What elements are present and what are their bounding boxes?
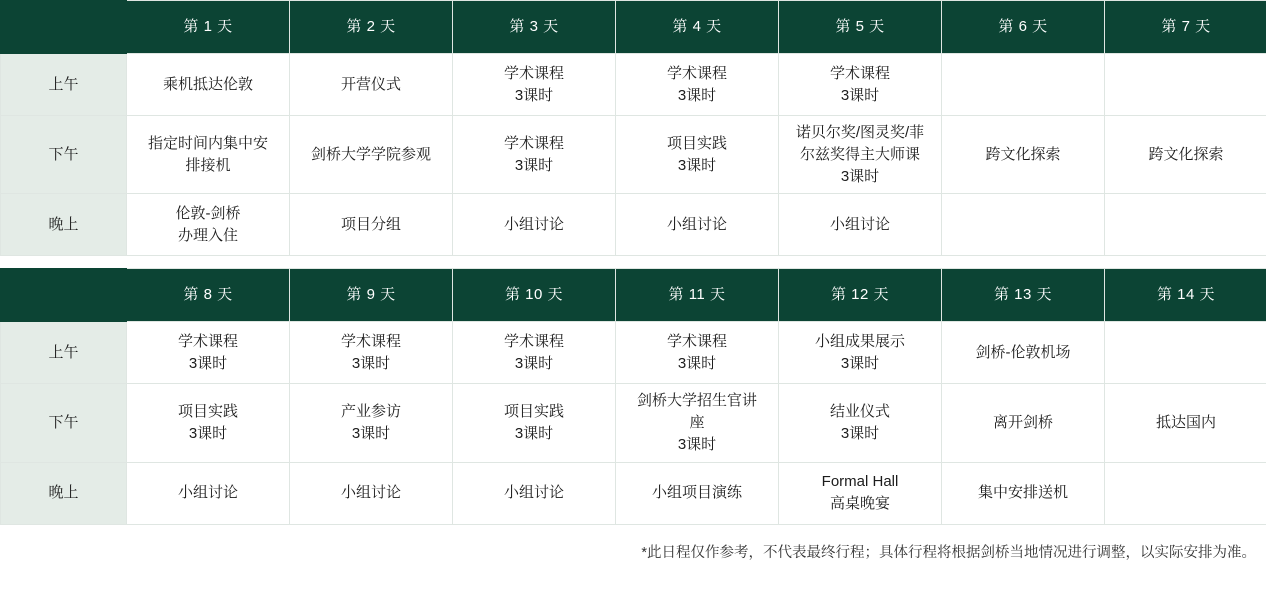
cell-d2-afternoon: 剑桥大学学院参观 [290,116,453,194]
cell-d12-evening: Formal Hall 高桌晚宴 [779,462,942,524]
table-row [1,194,1266,256]
schedule-table-week-1 [0,0,1266,256]
cell-d11-morning: 学术课程 3课时 [616,322,779,384]
cell-d4-afternoon: 项目实践 3课时 [616,116,779,194]
cell-d4-evening: 小组讨论 [616,194,779,256]
cell-d9-morning: 学术课程 3课时 [290,322,453,384]
cell-d14-afternoon: 抵达国内 [1105,384,1266,462]
cell-d8-evening: 小组讨论 [127,462,290,524]
cell-d1-evening: 伦敦-剑桥 办理入住 [127,194,290,256]
cell-d2-evening: 项目分组 [290,194,453,256]
cell-d6-morning [942,54,1105,116]
cell-d13-evening: 集中安排送机 [942,462,1105,524]
header-day-10: 第 10 天 [453,269,616,322]
cell-d9-evening: 小组讨论 [290,462,453,524]
cell-d13-morning: 剑桥-伦敦机场 [942,322,1105,384]
cell-d10-morning: 学术课程 3课时 [453,322,616,384]
header-day-7: 第 7 天 [1105,1,1266,54]
cell-d11-afternoon: 剑桥大学招生官讲 座 3课时 [616,384,779,462]
header-day-6: 第 6 天 [942,1,1105,54]
cell-d10-afternoon: 项目实践 3课时 [453,384,616,462]
row-label-afternoon: 下午 [1,384,127,462]
cell-d5-afternoon: 诺贝尔奖/图灵奖/菲 尔兹奖得主大师课 3课时 [779,116,942,194]
cell-d3-morning: 学术课程 3课时 [453,54,616,116]
cell-d12-afternoon: 结业仪式 3课时 [779,384,942,462]
cell-d6-evening [942,194,1105,256]
table-header-row [1,269,1266,322]
header-day-3: 第 3 天 [453,1,616,54]
table-row [1,462,1266,524]
table-row [1,54,1266,116]
schedule-table-week-2 [0,268,1266,524]
cell-d8-morning: 学术课程 3课时 [127,322,290,384]
row-label-evening: 晚上 [1,462,127,524]
header-corner [1,1,127,54]
header-day-14: 第 14 天 [1105,269,1266,322]
cell-d11-evening: 小组项目演练 [616,462,779,524]
cell-d2-morning: 开营仪式 [290,54,453,116]
cell-d14-evening [1105,462,1266,524]
table-row [1,384,1266,462]
header-day-12: 第 12 天 [779,269,942,322]
cell-d4-morning: 学术课程 3课时 [616,54,779,116]
header-day-13: 第 13 天 [942,269,1105,322]
table-header-row [1,1,1266,54]
cell-d10-evening: 小组讨论 [453,462,616,524]
cell-d6-afternoon: 跨文化探索 [942,116,1105,194]
row-label-evening: 晚上 [1,194,127,256]
cell-d3-evening: 小组讨论 [453,194,616,256]
header-day-8: 第 8 天 [127,269,290,322]
header-day-2: 第 2 天 [290,1,453,54]
table-row [1,116,1266,194]
cell-d1-morning: 乘机抵达伦敦 [127,54,290,116]
cell-d12-morning: 小组成果展示 3课时 [779,322,942,384]
row-label-morning: 上午 [1,322,127,384]
header-day-4: 第 4 天 [616,1,779,54]
cell-d1-afternoon: 指定时间内集中安 排接机 [127,116,290,194]
cell-d7-evening [1105,194,1266,256]
header-day-5: 第 5 天 [779,1,942,54]
cell-d13-afternoon: 离开剑桥 [942,384,1105,462]
cell-d5-evening: 小组讨论 [779,194,942,256]
table-divider [0,256,1266,268]
cell-d3-afternoon: 学术课程 3课时 [453,116,616,194]
cell-d8-afternoon: 项目实践 3课时 [127,384,290,462]
cell-d9-afternoon: 产业参访 3课时 [290,384,453,462]
cell-d14-morning [1105,322,1266,384]
header-day-1: 第 1 天 [127,1,290,54]
schedule-footnote: *此日程仅作参考，不代表最终行程；具体行程将根据剑桥当地情况进行调整，以实际安排为准。 [641,544,1256,561]
cell-d7-morning [1105,54,1266,116]
row-label-afternoon: 下午 [1,116,127,194]
header-corner [1,269,127,322]
table-row [1,322,1266,384]
header-day-11: 第 11 天 [616,269,779,322]
row-label-morning: 上午 [1,54,127,116]
cell-d5-morning: 学术课程 3课时 [779,54,942,116]
header-day-9: 第 9 天 [290,269,453,322]
cell-d7-afternoon: 跨文化探索 [1105,116,1266,194]
